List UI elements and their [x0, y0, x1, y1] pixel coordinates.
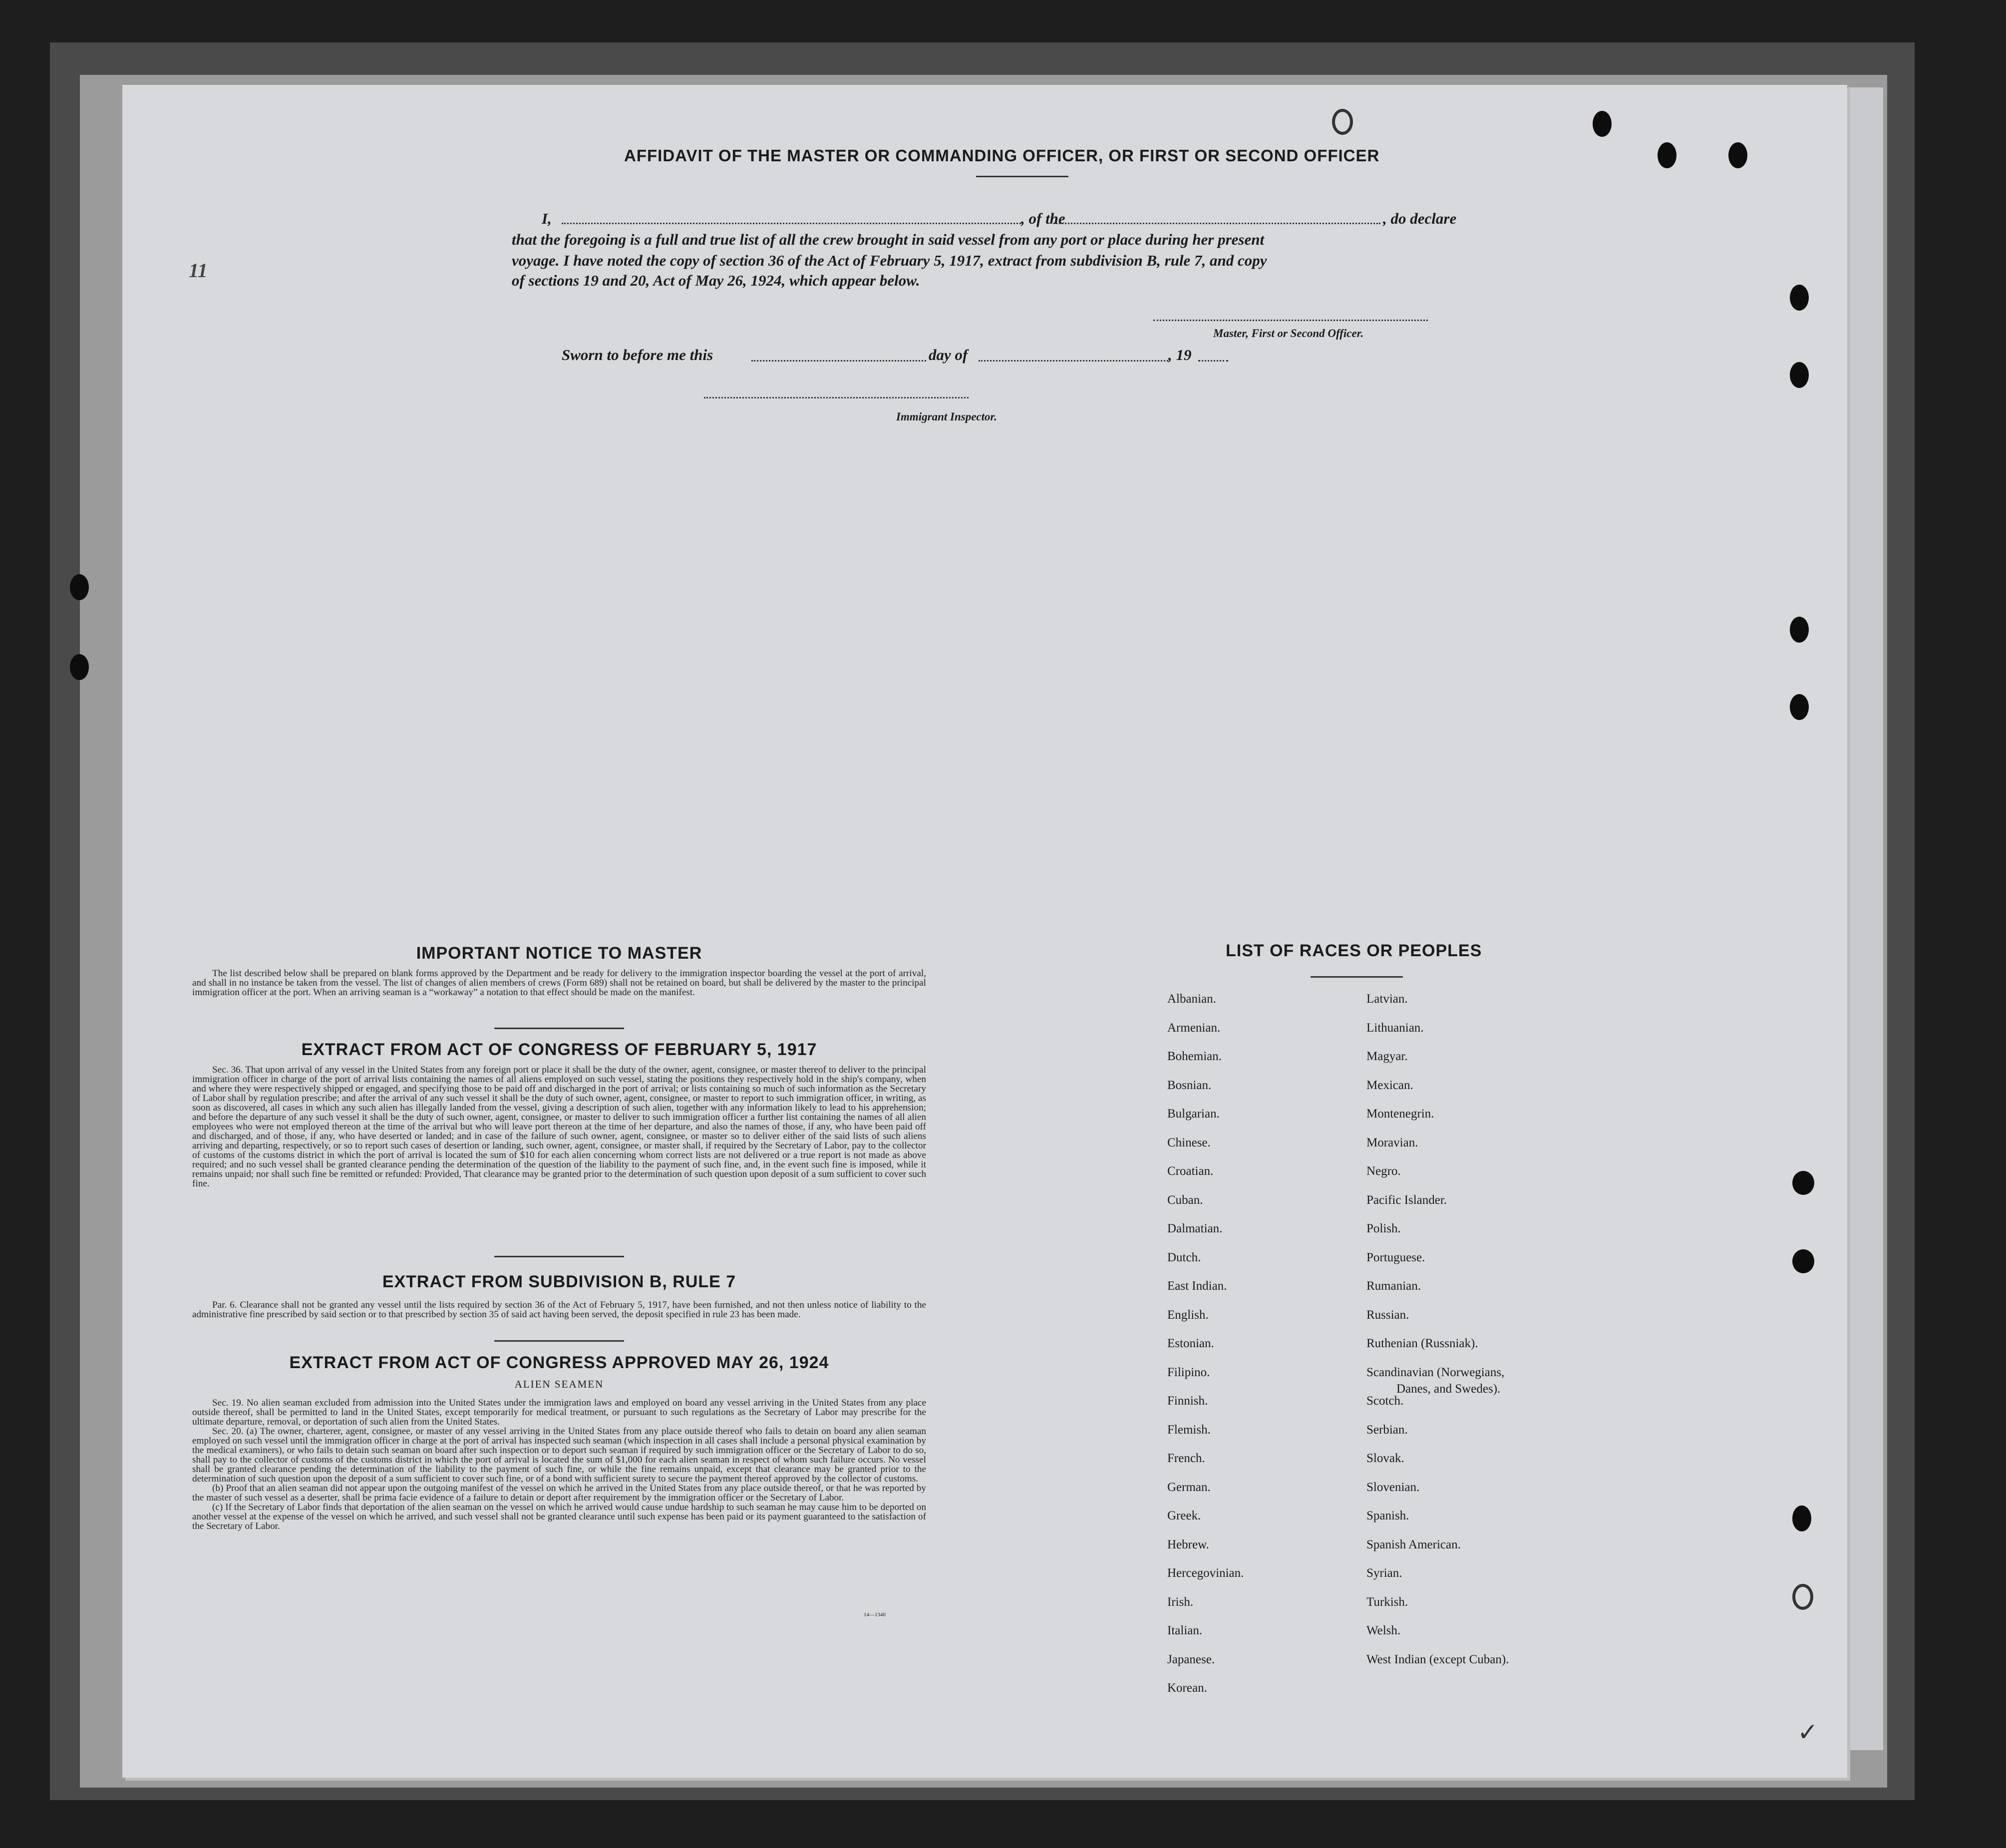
punch-hole-icon [1792, 1505, 1811, 1531]
section-divider [494, 1340, 624, 1342]
margin-mark: 11 [189, 259, 208, 282]
race-item: Serbian. [1366, 1423, 1408, 1437]
act-1917-text [192, 1065, 926, 1188]
race-item: Irish. [1167, 1595, 1194, 1609]
race-item: Moravian. [1366, 1135, 1418, 1149]
race-item: Magyar. [1366, 1050, 1408, 1063]
section-20a-paragraph: Sec. 20. (a) The owner, charterer, agent, consignee, or master of any vessel arriving in the United States from any place outside thereof who fails to detain on board any alien seaman employed on such vessel until the immigration officer in charge at the port of arrival has inspected such seaman (which inspection in all cases shall include a personal physical examination by the medical examiners), or who fails to detain such seaman on board after such inspection or to deport such seaman if required by such immigration officer or the Secretary of Labor to do so, shall pay to the collector of customs of the customs district in which the port of arrival is located the sum of $1,000 for each alien seaman in respect of whom such failure occurs. No vessel shall be granted clearance pending the determination of the liability to the payment of such fine, or while the fine remains unpaid, except that clearance may be granted prior to the determination of such question upon the deposit of a sum sufficient to cover such fine, or of a bond with sufficient surety to secure the payment thereof approved by the collector of customs. [192, 1426, 926, 1484]
punch-hole-icon [1790, 362, 1809, 388]
race-item: East Indian. [1167, 1279, 1227, 1293]
race-item: Chinese. [1167, 1135, 1211, 1149]
punch-hole-icon [1332, 109, 1353, 135]
race-item: Finnish. [1167, 1394, 1208, 1408]
affidavit-title: AFFIDAVIT OF THE MASTER OR COMMANDING OFFICER, OR FIRST OR SECOND OFFICER [624, 146, 1380, 165]
race-item: Ruthenian (Russniak). [1366, 1337, 1478, 1350]
affidavit-line-2: that the foregoing is a full and true list of all the crew brought in said vessel from any port or place during her present [512, 231, 1265, 248]
punch-hole-icon [1728, 142, 1747, 168]
inspector-signature-line[interactable] [704, 397, 969, 398]
race-item: Filipino. [1167, 1365, 1210, 1379]
race-item: Lithuanian. [1366, 1021, 1424, 1035]
race-item: Greek. [1167, 1509, 1201, 1522]
punch-hole-icon [1792, 1584, 1813, 1610]
section-36-paragraph: Sec. 36. That upon arrival of any vessel in the United States from any foreign port or place it shall be the duty of the owner, agent, consignee, or master thereof to deliver to the principal immigration officer in charge of the port of arrival lists containing the names of all aliens employed on such vessel, stating the positions they respectively hold in the ship's company, when and where they were respectively shipped or engaged, and specifying those to be paid off and discharged in the port of arrival; or lists containing so much of such information as the Secretary of Labor shall by regulation prescribe; and after the arrival of any such vessel it shall be the duty of such owner, agent, consignee, or master to report to such immigration officer, in writing, as soon as discovered, all cases in which any such alien has illegally landed from the vessel, giving a description of such alien, together with any information likely to lead to his apprehension; and before the departure of any such vessel it shall be the duty of such owner, agent, consignee, or master to deliver to such immigration officer a further list containing the names of all alien employees who were not employed thereon at the time of the arrival but who will leave port thereon at the time of her departure, and also the names of those, if any, who have been paid off and discharged, and of those, if any, who have deserted or landed; and in case of the failure of such owner, agent, consignee, or master so to deliver either of the said lists of such aliens arriving and departing, respectively, or so to report such cases of desertion or landing, such owner, agent, consignee, or master shall, if required by the Secretary of Labor, pay to the collector of customs of the customs district in which the port of arrival is located the sum of $10 for each alien concerning whom correct lists are not delivered or a true report is not made as above required; and no such vessel shall be granted clearance pending the determination of the question of the liability to the payment of such fine, and, in the event such fine is imposed, while it remains unpaid; nor shall such fine be remitted or refunded: Provided, That clearance may be granted prior to the determination of such question upon deposit of a sum sufficient to cover such fine. [192, 1065, 926, 1189]
section-19-paragraph: Sec. 19. No alien seaman excluded from admission into the United States under the immigration laws and employed on board any vessel arriving in the United States from any place outside thereof, shall be permitted to land in the United States, except temporarily for medical treatment, or pursuant to such regulations as the Secretary of Labor may prescribe for the ultimate departure, removal, or deportation of such alien from the United States. [192, 1398, 926, 1427]
race-item: Bosnian. [1167, 1078, 1212, 1092]
race-item: Slovak. [1366, 1452, 1404, 1465]
sworn-day-of: day of [929, 346, 968, 364]
punch-hole-icon [1790, 694, 1809, 720]
race-item: Armenian. [1167, 1021, 1221, 1035]
section-divider [494, 1256, 624, 1257]
act-1917-title: EXTRACT FROM ACT OF CONGRESS OF FEBRUARY 5, 1917 [301, 1040, 817, 1059]
race-item: Mexican. [1366, 1078, 1413, 1092]
notice-title: IMPORTANT NOTICE TO MASTER [416, 944, 702, 963]
race-item: West Indian (except Cuban). [1366, 1652, 1509, 1666]
paragraph-6: Par. 6. Clearance shall not be granted any vessel until the lists required by section 36 of the Act of February 5, 1917, have been furnished, and not then unless notice of liability to the administrative fine prescribed by said section or to that prescribed by section 35 of said act having been served, the deposit specified in rule 23 has been made. [192, 1300, 926, 1320]
sworn-day-blank[interactable] [751, 360, 926, 362]
form-number: 14—1340 [864, 1612, 886, 1618]
race-item: Latvian. [1366, 992, 1408, 1006]
race-item: Syrian. [1366, 1566, 1402, 1580]
declaration-of-the: , of the [1021, 210, 1065, 227]
race-item: Portuguese. [1366, 1250, 1425, 1264]
race-item: Danes, and Swedes). [1396, 1382, 1501, 1396]
race-item: Welsh. [1366, 1624, 1401, 1637]
sworn-text: Sworn to before me this [562, 346, 713, 364]
punch-hole-icon [70, 574, 89, 600]
master-signature-label: Master, First or Second Officer. [1213, 327, 1364, 340]
inspector-label: Immigrant Inspector. [896, 410, 997, 423]
section-divider [494, 1028, 624, 1029]
section-20c-paragraph: (c) If the Secretary of Labor finds that deportation of the alien seaman on the vessel on which he arrived would cause undue hardship to such seaman he may cause him to be deported on another vessel at the expense of the vessel on which he arrived, and such vessel shall not be granted clearance until such expense has been paid or its payment guaranteed to the satisfaction of the Secretary of Labor. [192, 1502, 926, 1531]
race-item: Russian. [1366, 1308, 1409, 1322]
race-item: Hercegovinian. [1167, 1566, 1244, 1580]
race-item: Montenegrin. [1366, 1107, 1434, 1120]
punch-hole-icon [1790, 285, 1809, 311]
race-item: Hebrew. [1167, 1537, 1209, 1551]
race-item: Italian. [1167, 1624, 1203, 1637]
page-edge-strip [1847, 87, 1883, 1750]
act-1924-title: EXTRACT FROM ACT OF CONGRESS APPROVED MAY 26, 1924 [289, 1353, 829, 1372]
check-mark-icon: ✓ [1797, 1718, 1818, 1746]
punch-hole-icon [1658, 142, 1676, 168]
race-item: Flemish. [1167, 1423, 1211, 1437]
race-item: Korean. [1167, 1681, 1207, 1695]
race-item: Dutch. [1167, 1250, 1201, 1264]
punch-hole-icon [1790, 617, 1809, 643]
race-item: Spanish. [1366, 1509, 1409, 1522]
master-signature-line[interactable] [1153, 320, 1428, 321]
rule-7-title: EXTRACT FROM SUBDIVISION B, RULE 7 [382, 1272, 736, 1291]
act-1924-text [192, 1398, 926, 1531]
race-item: Cuban. [1167, 1193, 1203, 1207]
notice-paragraph: The list described below shall be prepared on blank forms approved by the Department and be ready for delivery to the immigration inspector boarding the vessel at the port of arrival, and shall in no instance be taken from the vessel. The list of changes of alien members of crews (Form 689) shall not be retained on board, but shall be delivered by the master to the principal immigration officer at the port. When an arriving seaman is a “workaway” a notation to that effect should be made on the manifest. [192, 968, 926, 998]
race-item: Pacific Islander. [1366, 1193, 1447, 1207]
affidavit-line-4: of sections 19 and 20, Act of May 26, 1924, which appear below. [512, 272, 920, 289]
punch-hole-icon [1792, 1171, 1814, 1195]
race-item: Japanese. [1167, 1652, 1215, 1666]
race-item: English. [1167, 1308, 1209, 1322]
race-item: Dalmatian. [1167, 1222, 1223, 1235]
notice-text [192, 969, 926, 997]
sworn-year-blank[interactable] [1198, 360, 1228, 362]
race-item: Scotch. [1366, 1394, 1404, 1408]
alien-seamen-subtitle: ALIEN SEAMEN [514, 1378, 604, 1390]
race-item: Polish. [1366, 1222, 1401, 1235]
sworn-month-blank[interactable] [979, 360, 1168, 362]
race-item: French. [1167, 1452, 1205, 1465]
title-underline [976, 176, 1068, 177]
rule-7-text [192, 1300, 926, 1319]
punch-hole-icon [70, 654, 89, 680]
race-item: Spanish American. [1366, 1537, 1461, 1551]
race-item: Bohemian. [1167, 1050, 1222, 1063]
declaration-do-declare: , do declare [1383, 210, 1457, 227]
races-title-underline [1311, 976, 1403, 978]
section-20b-paragraph: (b) Proof that an alien seaman did not appear upon the outgoing manifest of the vessel on which he arrived in the United States from any place outside thereof, or that he was reported by the master of such vessel as a deserter, shall be prima facie evidence of a failure to detain or deport after requirement by the immigration officer or the Secretary of Labor. [192, 1483, 926, 1503]
race-item: Rumanian. [1366, 1279, 1421, 1293]
race-item: Scandinavian (Norwegians, [1366, 1365, 1505, 1379]
sworn-year-prefix: , 19 [1168, 346, 1192, 364]
race-item: Croatian. [1167, 1164, 1214, 1178]
race-item: Estonian. [1167, 1337, 1214, 1350]
punch-hole-icon [1593, 111, 1612, 137]
declaration-i: I, [542, 210, 552, 227]
sworn-line [562, 346, 1261, 366]
punch-hole-icon [1792, 1249, 1814, 1273]
race-item: German. [1167, 1480, 1211, 1494]
name-blank[interactable] [562, 223, 1021, 224]
races-title: LIST OF RACES OR PEOPLES [1226, 941, 1482, 960]
race-item: Slovenian. [1366, 1480, 1420, 1494]
affidavit-line-3: voyage. I have noted the copy of section 36 of the Act of February 5, 1917, extract from subdivision B, rule 7, and copy [512, 252, 1267, 269]
race-item: Turkish. [1366, 1595, 1408, 1609]
vessel-blank[interactable] [1053, 223, 1380, 224]
race-item: Albanian. [1167, 992, 1216, 1006]
race-item: Negro. [1366, 1164, 1401, 1178]
race-item: Bulgarian. [1167, 1107, 1220, 1120]
